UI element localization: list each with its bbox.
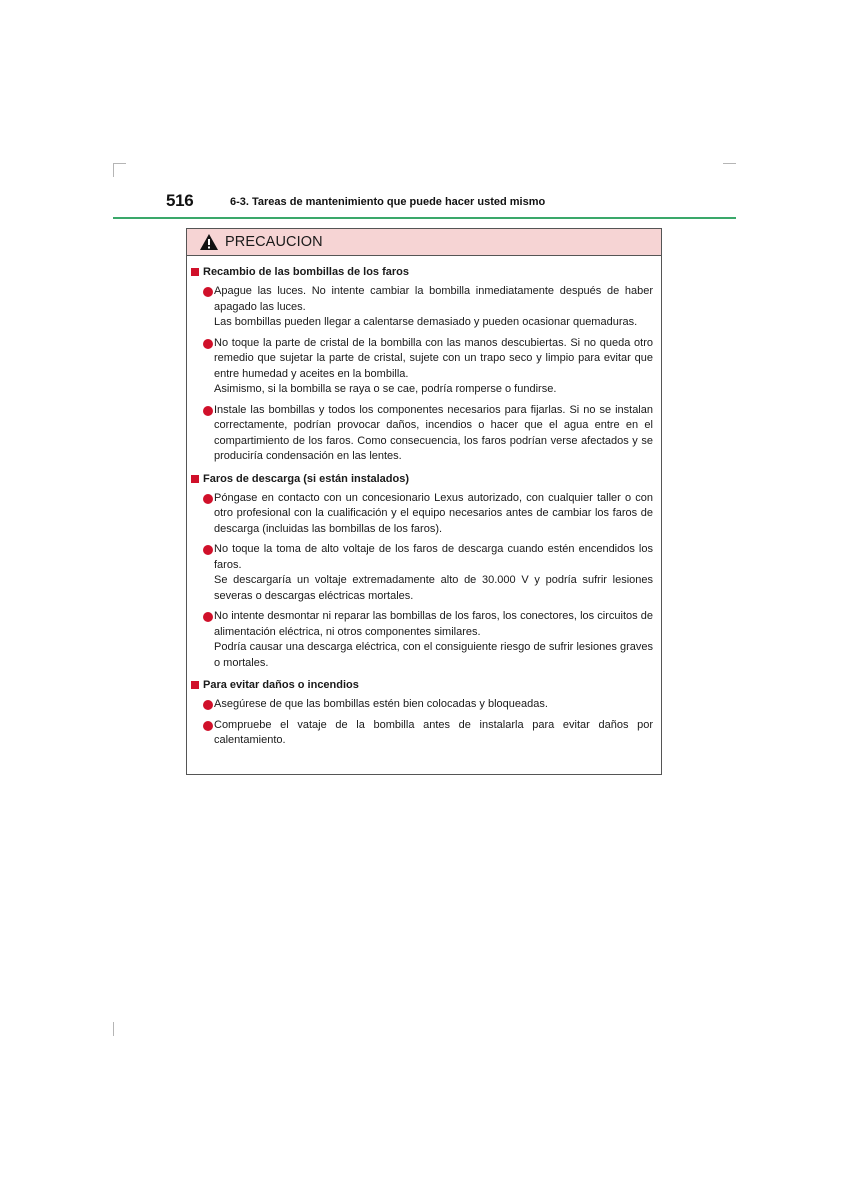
bullet-item	[191, 403, 657, 465]
section-heading-text: Para evitar daños o incendios	[203, 679, 359, 691]
caution-body	[187, 256, 661, 749]
bullet-text: Las bombillas pueden llegar a calentarse demasiado y pueden ocasionar quemaduras.	[214, 316, 638, 328]
bullet-item	[191, 284, 657, 331]
section-heading	[191, 470, 657, 488]
crop-mark	[113, 163, 114, 177]
round-bullet-icon	[203, 700, 213, 710]
bullet-text: Póngase en contacto con un concesionario Lexus autorizado, con cualquier taller o con otro profesional con la cualificación y el equipo necesarios antes de cambiar los faros de descarga (incluidas las bombillas de los faros).	[214, 491, 653, 535]
caution-title: PRECAUCION	[225, 234, 323, 250]
bullet-item	[191, 697, 657, 713]
crop-mark	[113, 163, 126, 164]
crop-mark	[113, 1022, 114, 1036]
bullet-text: Se descargaría un voltaje extremadamente alto de 30.000 V y podría sufrir lesiones severas o descargas eléctricas mortales.	[214, 574, 653, 602]
bullet-item	[191, 542, 657, 604]
section-title: 6-3. Tareas de mantenimiento que puede hacer usted mismo	[230, 196, 546, 208]
round-bullet-icon	[203, 406, 213, 416]
bullet-text: Instale las bombillas y todos los componentes necesarios para fijarlas. Si no se instalan correctamente, podrían provocar daños, incendios o hacer que el agua entre en el compartimiento de los faros. Como consecuencia, los faros podrían verse afectados y se produciría condensación en las lentes.	[214, 403, 653, 462]
caution-section	[191, 470, 657, 672]
square-bullet-icon	[191, 475, 199, 483]
round-bullet-icon	[203, 545, 213, 555]
bullet-text: No intente desmontar ni reparar las bombillas de los faros, los conectores, los circuitos de alimentación eléctrica, ni otros componentes similares.	[214, 610, 653, 638]
caution-section	[191, 263, 657, 465]
square-bullet-icon	[191, 268, 199, 276]
section-heading-text: Recambio de las bombillas de los faros	[203, 266, 410, 278]
bullet-text: Podría causar una descarga eléctrica, con el consiguiente riesgo de sufrir lesiones graves o mortales.	[214, 641, 653, 669]
round-bullet-icon	[203, 612, 213, 622]
round-bullet-icon	[203, 287, 213, 297]
bullet-item	[191, 609, 657, 671]
bullet-text: No toque la parte de cristal de la bombilla con las manos descubiertas. Si no queda otro remedio que sujetar la parte de cristal, sujete con un trapo seco y limpio para evitar que entre humedad y aceites en la bombilla.	[214, 336, 653, 380]
bullet-item	[191, 491, 657, 538]
bullet-text: Asegúrese de que las bombillas estén bien colocadas y bloqueadas.	[214, 698, 548, 710]
bullet-item	[191, 336, 657, 398]
crop-mark	[723, 163, 736, 164]
round-bullet-icon	[203, 339, 213, 349]
warning-triangle-icon	[199, 233, 219, 251]
round-bullet-icon	[203, 721, 213, 731]
bullet-text: Compruebe el vataje de la bombilla antes de instalarla para evitar daños por calentamiento.	[214, 718, 653, 746]
page-header	[113, 190, 736, 219]
bullet-text: Asimismo, si la bombilla se raya o se cae, podría romperse o fundirse.	[214, 383, 557, 395]
section-heading	[191, 676, 657, 694]
round-bullet-icon	[203, 494, 213, 504]
bullet-text: No toque la toma de alto voltaje de los faros de descarga cuando estén encendidos los faros.	[214, 543, 653, 571]
bullet-text: Apague las luces. No intente cambiar la bombilla inmediatamente después de haber apagado las luces.	[214, 285, 653, 313]
page-number: 516	[166, 191, 194, 210]
caution-header	[187, 229, 661, 256]
section-heading-text: Faros de descarga (si están instalados)	[203, 472, 410, 485]
bullet-item	[191, 718, 657, 749]
caution-section	[191, 676, 657, 749]
section-heading	[191, 263, 657, 281]
square-bullet-icon	[191, 681, 199, 689]
caution-box	[186, 228, 662, 775]
